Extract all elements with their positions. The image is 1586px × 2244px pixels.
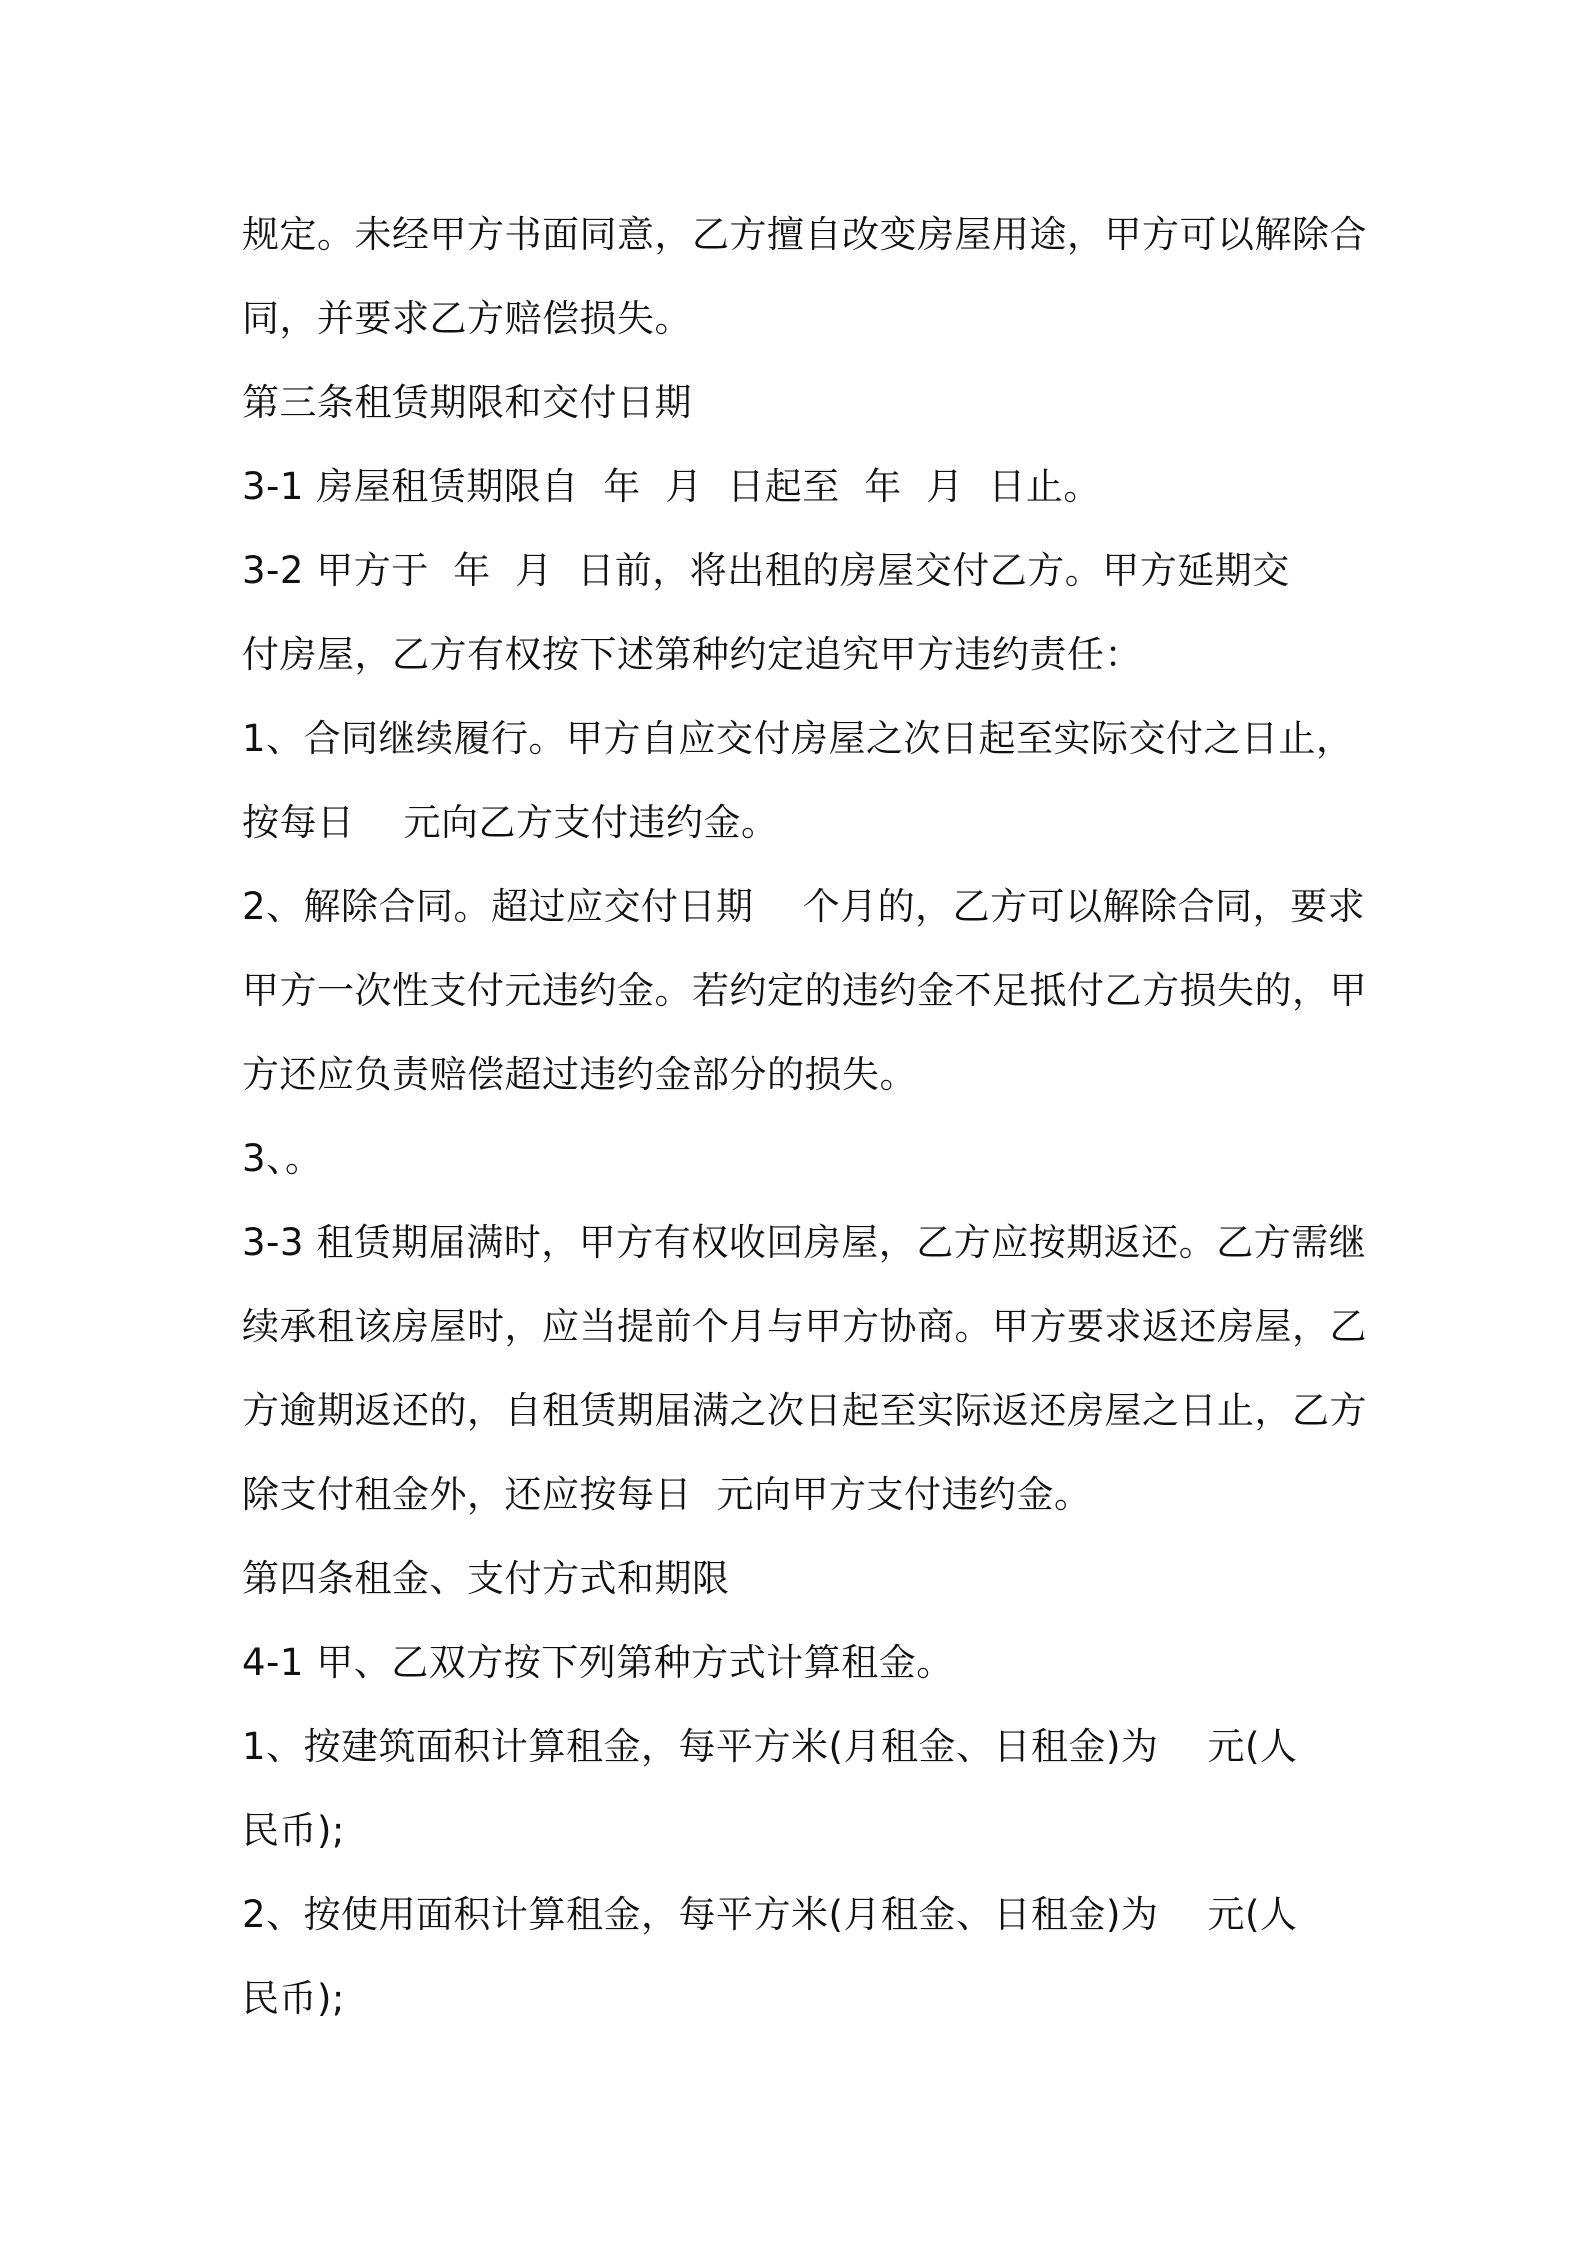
rent-option-2: 2、按使用面积计算租金，每平方米(月租金、日租金)为 元(人 <box>242 1893 1298 1936</box>
text-line-1: 规定。未经甲方书面同意，乙方擅自改变房屋用途，甲方可以解除合 <box>242 213 1367 256</box>
option-1: 1、合同继续履行。甲方自应交付房屋之次日起至实际交付之日止， <box>242 717 1354 760</box>
clause-4-1: 4-1 甲、乙双方按下列第种方式计算租金。 <box>242 1641 954 1684</box>
clause-3-3-cont-2: 方逾期返还的，自租赁期届满之次日起至实际返还房屋之日止，乙方 <box>242 1389 1367 1432</box>
option-2-cont-1: 甲方一次性支付元违约金。若约定的违约金不足抵付乙方损失的，甲 <box>242 969 1367 1012</box>
clause-3-2-cont: 付房屋，乙方有权按下述第种约定追究甲方违约责任： <box>242 633 1142 676</box>
clause-3-2: 3-2 甲方于 年 月 日前，将出租的房屋交付乙方。甲方延期交 <box>242 549 1290 592</box>
rent-option-2-cont: 民币); <box>242 1977 345 2020</box>
option-2-cont-2: 方还应负责赔偿超过违约金部分的损失。 <box>242 1053 917 1096</box>
rent-option-1: 1、按建筑面积计算租金，每平方米(月租金、日租金)为 元(人 <box>242 1725 1298 1768</box>
section-heading-3: 第三条租赁期限和交付日期 <box>242 381 692 424</box>
section-heading-4: 第四条租金、支付方式和期限 <box>242 1557 730 1600</box>
document-body <box>242 193 1367 2041</box>
clause-3-3-cont-1: 续承租该房屋时，应当提前个月与甲方协商。甲方要求返还房屋，乙 <box>242 1305 1367 1348</box>
clause-3-3: 3-3 租赁期届满时，甲方有权收回房屋，乙方应按期返还。乙方需继 <box>242 1221 1367 1264</box>
text-line-2: 同，并要求乙方赔偿损失。 <box>242 297 692 340</box>
clause-3-3-cont-3: 除支付租金外，还应按每日 元向甲方支付违约金。 <box>242 1473 1092 1516</box>
clause-3-1: 3-1 房屋租赁期限自 年 月 日起至 年 月 日止。 <box>242 465 1101 508</box>
option-3: 3、。 <box>242 1137 323 1180</box>
option-1-cont: 按每日 元向乙方支付违约金。 <box>242 801 779 844</box>
rent-option-1-cont: 民币); <box>242 1809 345 1852</box>
option-2: 2、解除合同。超过应交付日期 个月的，乙方可以解除合同，要求 <box>242 885 1366 928</box>
